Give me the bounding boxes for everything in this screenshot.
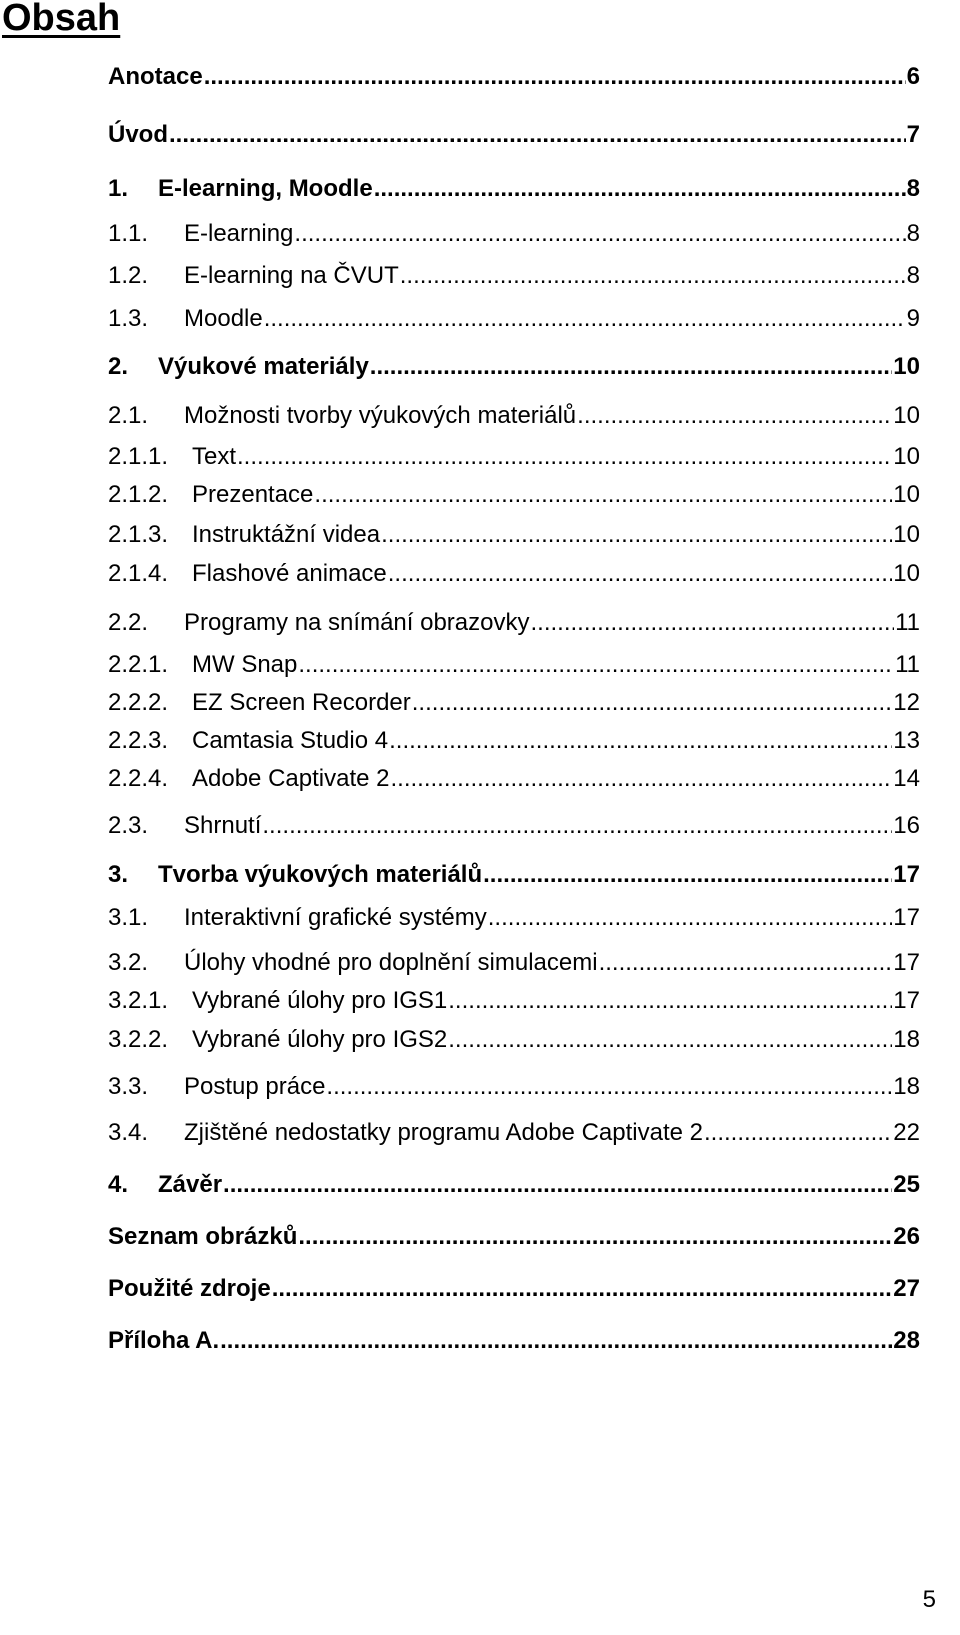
dot-leader: [169, 120, 906, 150]
toc-entry-page: 28: [893, 1327, 920, 1354]
toc-entry-page: 10: [893, 443, 920, 470]
toc-entry[interactable]: [108, 948, 920, 978]
dot-leader: [223, 1170, 892, 1200]
dot-leader: [264, 304, 906, 334]
dot-leader: [530, 608, 894, 638]
toc-entry[interactable]: [108, 650, 920, 680]
toc-entry-title: Výukové materiály: [158, 353, 369, 380]
toc-entry-title: Zjištěné nedostatky programu Adobe Captivate 2: [184, 1119, 703, 1146]
toc-entry[interactable]: [108, 1222, 920, 1252]
toc-entry[interactable]: [108, 1274, 920, 1304]
toc-entry[interactable]: [108, 1326, 920, 1356]
toc-entry-page: 9: [906, 305, 920, 332]
toc-entry-number: 1.1.: [108, 220, 149, 247]
toc-entry-title: Instruktážní videa: [192, 521, 381, 548]
toc-entry-number: 2.1.3.: [108, 521, 169, 548]
toc-entry-page: 17: [893, 904, 920, 931]
toc-entry-number: 2.2.3.: [108, 727, 169, 754]
toc-entry[interactable]: [108, 1170, 920, 1200]
toc-entry[interactable]: [108, 860, 920, 890]
dot-leader: [204, 62, 906, 92]
toc-entry[interactable]: [108, 903, 920, 933]
toc-entry[interactable]: [108, 261, 920, 291]
dot-leader: [370, 352, 893, 382]
toc-entry-page: 17: [893, 861, 920, 888]
dot-leader: [483, 860, 892, 890]
toc-entry[interactable]: [108, 520, 920, 550]
dot-leader: [488, 903, 893, 933]
toc-entry-page: 25: [893, 1171, 920, 1198]
toc-entry[interactable]: [108, 726, 920, 756]
toc-entry[interactable]: [108, 811, 920, 841]
toc-entry-number: 4.: [108, 1171, 129, 1198]
toc-entry-page: 8: [906, 262, 920, 289]
toc-entry-number: 2.1.4.: [108, 560, 169, 587]
toc-entry[interactable]: [108, 986, 920, 1016]
toc-entry-number: 3.2.1.: [108, 987, 169, 1014]
toc-entry-page: 14: [893, 765, 920, 792]
toc-entry[interactable]: [108, 1072, 920, 1102]
toc-entry[interactable]: [108, 1118, 920, 1148]
dot-leader: [381, 520, 892, 550]
toc-entry-page: 17: [893, 949, 920, 976]
dot-leader: [374, 174, 906, 204]
toc-entry-title: Interaktivní grafické systémy: [184, 904, 487, 931]
toc-entry-page: 11: [895, 651, 920, 678]
toc-entry-number: 2.1.: [108, 402, 149, 429]
dot-leader: [294, 219, 905, 249]
page-title: Obsah: [2, 0, 121, 39]
toc-entry[interactable]: [108, 352, 920, 382]
toc-entry-page: 6: [906, 63, 920, 90]
toc-entry[interactable]: [108, 608, 920, 638]
dot-leader: [448, 986, 892, 1016]
toc-entry-title: E-learning na ČVUT: [184, 262, 399, 289]
dot-leader: [412, 688, 893, 718]
toc-entry-title: Programy na snímání obrazovky: [184, 609, 530, 636]
dot-leader: [262, 811, 892, 841]
dot-leader: [220, 1326, 892, 1356]
dot-leader: [599, 948, 893, 978]
toc-entry[interactable]: [108, 442, 920, 472]
toc-entry-page: 8: [906, 220, 920, 247]
toc-entry-number: 3.2.2.: [108, 1026, 169, 1053]
toc-entry-title: Úvod: [108, 121, 168, 148]
toc-entry-title: Postup práce: [184, 1073, 326, 1100]
toc-entry-title: Možnosti tvorby výukových materiálů: [184, 402, 577, 429]
toc-entry-title: MW Snap: [192, 651, 298, 678]
toc-entry-number: 3.1.: [108, 904, 149, 931]
dot-leader: [237, 442, 892, 472]
toc-entry-number: 1.: [108, 175, 129, 202]
toc-entry-title: EZ Screen Recorder: [192, 689, 411, 716]
toc-entry[interactable]: [108, 219, 920, 249]
toc-entry[interactable]: [108, 120, 920, 150]
page-number: 5: [922, 1586, 936, 1613]
toc-entry-title: Moodle: [184, 305, 263, 332]
toc-entry-page: 8: [906, 175, 920, 202]
toc-entry-title: Anotace: [108, 63, 203, 90]
toc-entry-page: 22: [893, 1119, 920, 1146]
toc-entry[interactable]: [108, 559, 920, 589]
toc-entry-page: 12: [893, 689, 920, 716]
dot-leader: [298, 1222, 892, 1252]
toc-entry-number: 3.3.: [108, 1073, 149, 1100]
toc-entry-title: Tvorba výukových materiálů: [158, 861, 483, 888]
toc-entry-page: 11: [895, 609, 920, 636]
dot-leader: [390, 764, 892, 794]
toc-entry[interactable]: [108, 480, 920, 510]
toc-entry-page: 27: [893, 1275, 920, 1302]
toc-entry-title: Prezentace: [192, 481, 314, 508]
toc-entry-title: Text: [192, 443, 237, 470]
toc-entry-page: 10: [893, 521, 920, 548]
toc-entry-number: 2.1.2.: [108, 481, 169, 508]
toc-entry-number: 2.1.1.: [108, 443, 169, 470]
toc-entry-page: 18: [893, 1026, 920, 1053]
toc-entry-title: Použité zdroje: [108, 1275, 271, 1302]
toc-entry[interactable]: [108, 401, 920, 431]
toc-entry[interactable]: [108, 62, 920, 92]
toc-entry-title: Vybrané úlohy pro IGS2: [192, 1026, 448, 1053]
toc-entry-title: Úlohy vhodné pro doplnění simulacemi: [184, 949, 598, 976]
toc-entry-title: Závěr: [158, 1171, 223, 1198]
toc-entry-title: Flashové animace: [192, 560, 387, 587]
toc-entry-number: 2.2.4.: [108, 765, 169, 792]
toc-entry-number: 1.3.: [108, 305, 149, 332]
toc-entry-title: E-learning, Moodle: [158, 175, 373, 202]
dot-leader: [298, 650, 894, 680]
toc-entry-number: 2.2.: [108, 609, 149, 636]
toc-entry-number: 2.: [108, 353, 129, 380]
toc-entry-title: Seznam obrázků: [108, 1223, 298, 1250]
toc-entry-number: 3.2.: [108, 949, 149, 976]
toc-entry-title: Příloha A.: [108, 1327, 220, 1354]
toc-entry[interactable]: [108, 174, 920, 204]
toc-entry-page: 7: [906, 121, 920, 148]
dot-leader: [314, 480, 892, 510]
toc-entry-page: 26: [893, 1223, 920, 1250]
toc-entry-page: 17: [893, 987, 920, 1014]
toc-entry-title: E-learning: [184, 220, 294, 247]
toc-entry-page: 10: [893, 560, 920, 587]
dot-leader: [389, 726, 892, 756]
toc-entry-title: Adobe Captivate 2: [192, 765, 390, 792]
toc-entry-page: 10: [893, 353, 920, 380]
toc-entry-title: Shrnutí: [184, 812, 262, 839]
dot-leader: [388, 559, 893, 589]
dot-leader: [448, 1025, 892, 1055]
toc-entry-page: 10: [893, 402, 920, 429]
toc-entry-page: 16: [893, 812, 920, 839]
toc-entry-number: 2.2.1.: [108, 651, 169, 678]
toc-entry-title: Vybrané úlohy pro IGS1: [192, 987, 448, 1014]
toc-entry[interactable]: [108, 688, 920, 718]
toc-entry[interactable]: [108, 304, 920, 334]
toc-entry-number: 2.2.2.: [108, 689, 169, 716]
dot-leader: [272, 1274, 893, 1304]
toc-entry-number: 2.3.: [108, 812, 149, 839]
dot-leader: [704, 1118, 892, 1148]
toc-entry-title: Camtasia Studio 4: [192, 727, 389, 754]
toc-entry[interactable]: [108, 764, 920, 794]
dot-leader: [326, 1072, 892, 1102]
toc-entry-page: 13: [893, 727, 920, 754]
toc-entry-number: 3.4.: [108, 1119, 149, 1146]
dot-leader: [400, 261, 906, 291]
toc-entry-number: 1.2.: [108, 262, 149, 289]
toc-entry-page: 18: [893, 1073, 920, 1100]
toc-entry-number: 3.: [108, 861, 129, 888]
toc-entry[interactable]: [108, 1025, 920, 1055]
dot-leader: [577, 401, 892, 431]
toc-entry-page: 10: [893, 481, 920, 508]
